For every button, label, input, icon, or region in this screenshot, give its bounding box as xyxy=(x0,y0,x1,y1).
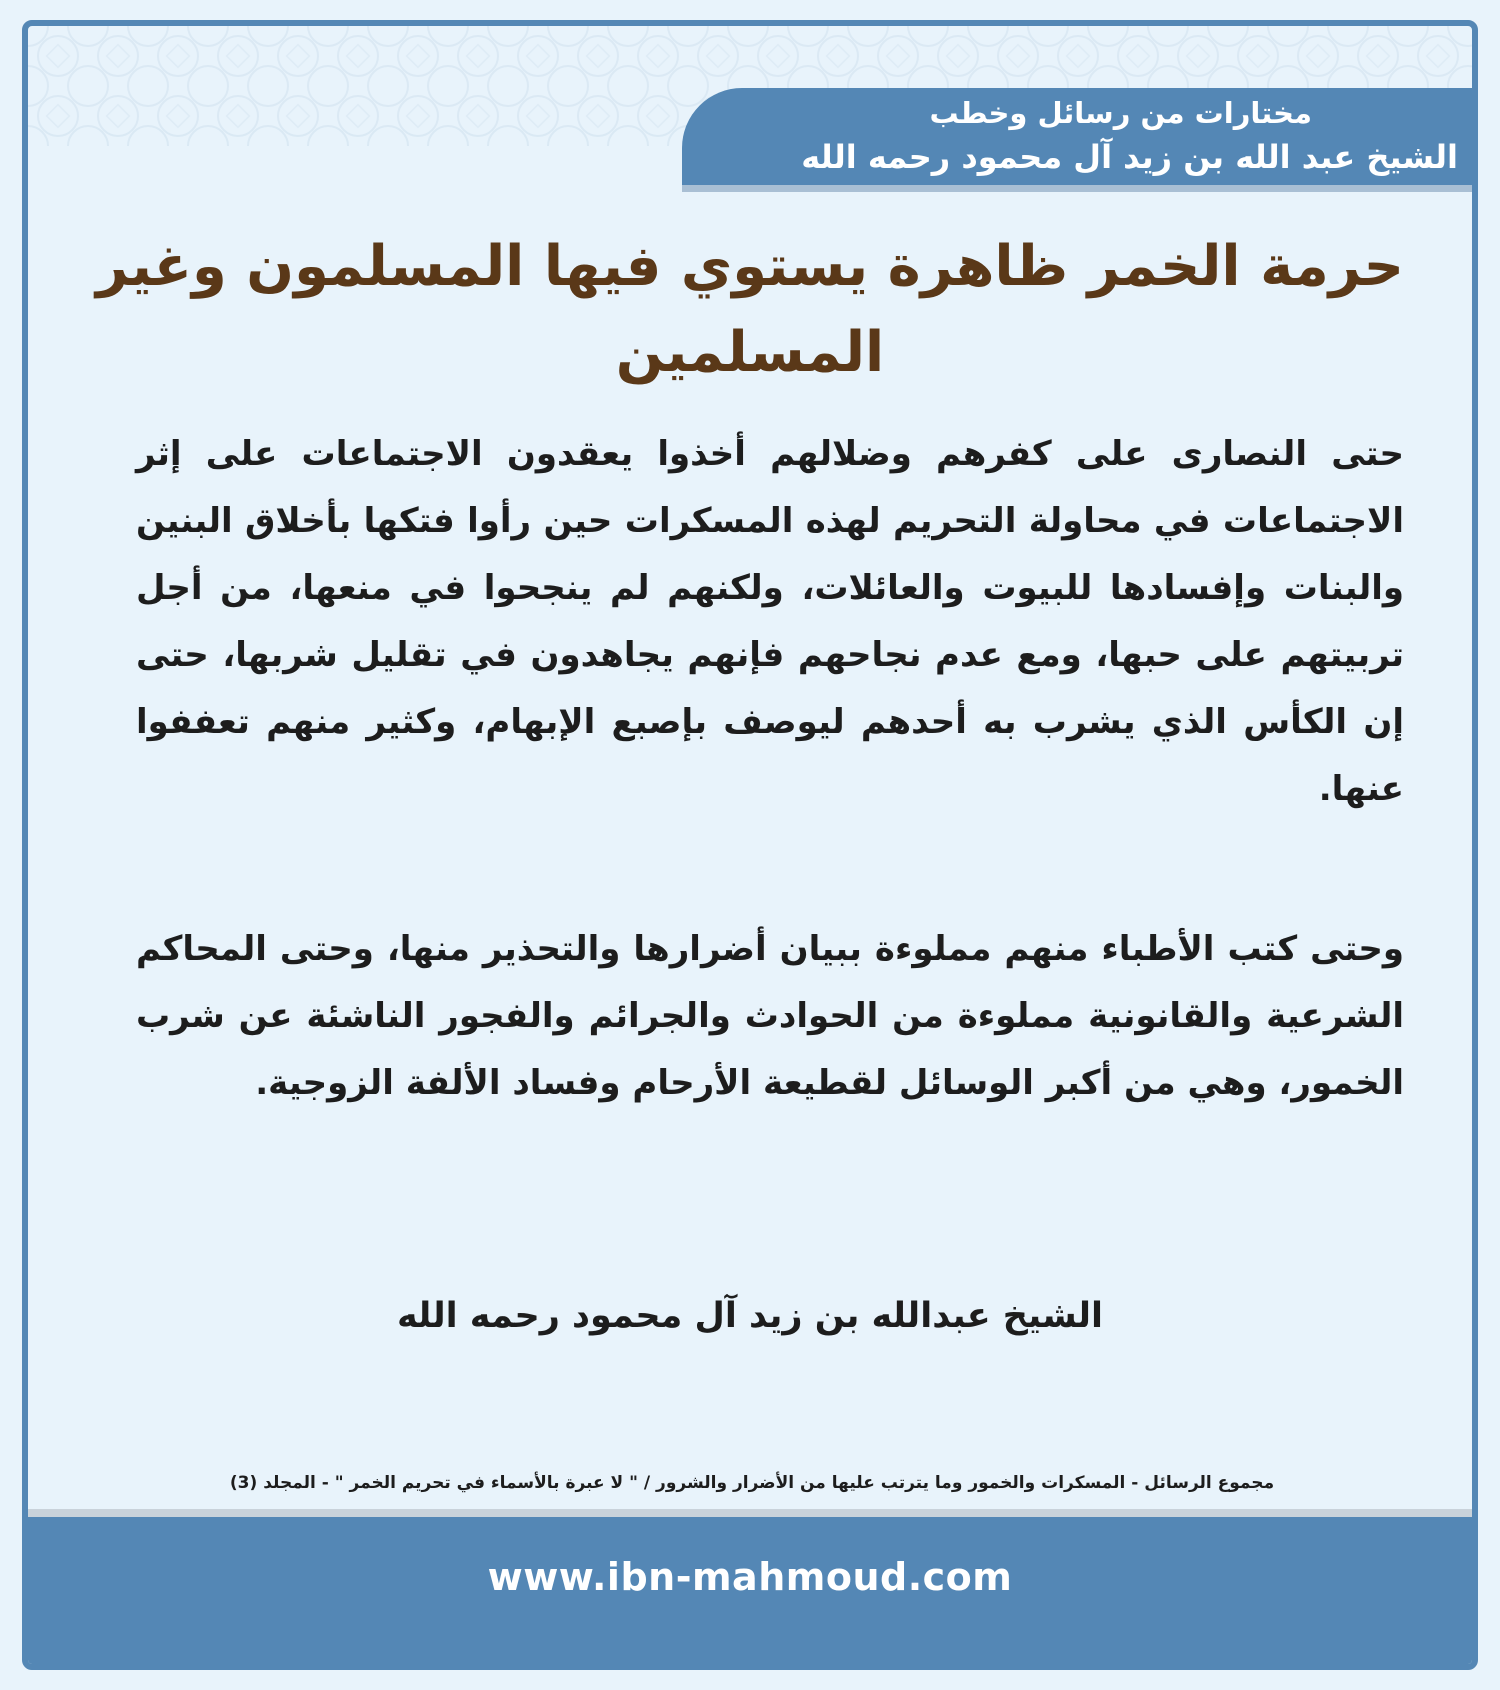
article-title: حرمة الخمر ظاهرة يستوي فيها المسلمون وغير المسلمين xyxy=(96,234,1404,385)
paragraph-2: وحتى كتب الأطباء منهم مملوءة ببيان أضرارها والتحذير منها، وحتى المحاكم الشرعية والقانونية مملوءة من الحوادث والجرائم والفجور الناشئة عن شرب الخمور، وهي من أكبر الوسائل لقطيعة الأرحام وفساد الألفة الزوجية. xyxy=(136,929,1404,1103)
footer-band xyxy=(28,1509,1472,1664)
quote-card xyxy=(22,20,1478,1670)
author-signature: الشيخ عبدالله بن زيد آل محمود رحمه الله xyxy=(396,1296,1104,1336)
website-link[interactable]: www.ibn-mahmoud.com xyxy=(487,1555,1013,1599)
header-banner xyxy=(682,88,1472,192)
header-author-name: الشيخ عبد الله بن زيد آل محمود رحمه الله xyxy=(801,138,1458,176)
source-citation: مجموع الرسائل - المسكرات والخمور وما يترتب عليها من الأضرار والشرور / " لا عبرة بالأسماء في تحريم الخمر " - المجلد (3) xyxy=(229,1473,1275,1493)
paragraph-1: حتى النصارى على كفرهم وضلالهم أخذوا يعقدون الاجتماعات على إثر الاجتماعات في محاولة التحريم لهذه المسكرات حين رأوا فتكها بأخلاق البنين والبنات وإفسادها للبيوت والعائلات، ولكنهم لم ينجحوا في منعها، من أجل تربيتهم على حبها، ومع عدم نجاحهم فإنهم يجاهدون في تقليل شربها، حتى إن الكأس الذي يشرب به أحدهم ليوصف بإصبع الإبهام، وكثير منهم تعففوا عنها. xyxy=(136,434,1404,809)
header-series-title: مختارات من رسائل وخطب xyxy=(929,96,1312,130)
